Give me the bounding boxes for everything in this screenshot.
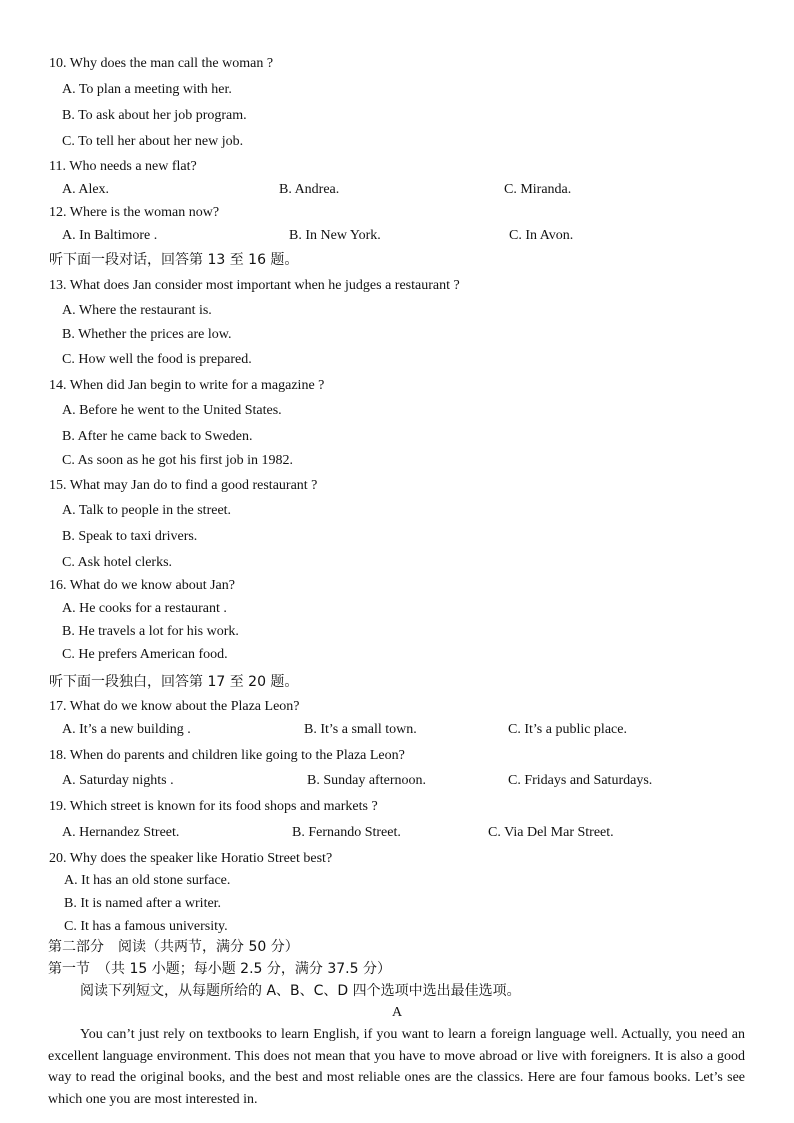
question-16: 16. What do we know about Jan? — [49, 578, 235, 593]
part2-title: 第二部分 阅读（共两节，满分 50 分） — [48, 939, 299, 955]
option-12b: B. In New York. — [289, 228, 381, 243]
section1-title: 第一节 （共 15 小题；每小题 2.5 分，满分 37.5 分） — [48, 961, 391, 977]
option-20b: B. It is named after a writer. — [64, 896, 222, 911]
option-15a: A. Talk to people in the street. — [62, 503, 232, 518]
option-18a: A. Saturday nights . — [62, 773, 174, 788]
option-19c: C. Via Del Mar Street. — [488, 825, 614, 840]
option-20a: A. It has an old stone surface. — [64, 873, 231, 888]
option-14b: B. After he came back to Sweden. — [62, 429, 253, 444]
option-20c: C. It has a famous university. — [64, 919, 228, 934]
question-14: 14. When did Jan begin to write for a magazine ? — [49, 378, 325, 393]
option-10c: C. To tell her about her new job. — [62, 134, 244, 149]
question-13: 13. What does Jan consider most important when he judges a restaurant ? — [49, 278, 460, 293]
option-15c: C. Ask hotel clerks. — [62, 555, 173, 570]
option-19a: A. Hernandez Street. — [62, 825, 180, 840]
option-18b: B. Sunday afternoon. — [307, 773, 426, 788]
option-11a: A. Alex. — [62, 182, 110, 197]
option-19b: B. Fernando Street. — [292, 825, 401, 840]
option-10b: B. To ask about her job program. — [62, 108, 247, 123]
option-10a: A. To plan a meeting with her. — [62, 82, 232, 97]
option-12c: C. In Avon. — [509, 228, 574, 243]
option-17a: A. It’s a new building . — [62, 722, 191, 737]
instruction-monologue: 听下面一段独白，回答第 17 至 20 题。 — [49, 674, 299, 690]
option-16c: C. He prefers American food. — [62, 647, 228, 662]
option-17b: B. It’s a small town. — [304, 722, 417, 737]
option-13a: A. Where the restaurant is. — [62, 303, 212, 318]
option-16a: A. He cooks for a restaurant . — [62, 601, 227, 616]
option-14a: A. Before he went to the United States. — [62, 403, 282, 418]
question-15: 15. What may Jan do to find a good restaurant ? — [49, 478, 318, 493]
option-16b: B. He travels a lot for his work. — [62, 624, 239, 639]
passage-text: You can’t just rely on textbooks to learn English, if you want to learn a foreign language well. Actually, you need an excellent language environment. This does not mean that you have to move abroad or live with foreigners. It is also a good way to read the original books, and the best and most reliable ones are the classics. Here are four famous books. Let’s see which one you are most interested in. — [48, 1027, 745, 1107]
option-11c: C. Miranda. — [504, 182, 572, 197]
question-10: 10. Why does the man call the woman ? — [49, 56, 274, 71]
question-11: 11. Who needs a new flat? — [49, 159, 197, 174]
option-13b: B. Whether the prices are low. — [62, 327, 232, 342]
question-17: 17. What do we know about the Plaza Leon? — [49, 699, 300, 714]
question-20: 20. Why does the speaker like Horatio Street best? — [49, 851, 333, 866]
option-13c: C. How well the food is prepared. — [62, 352, 252, 367]
option-18c: C. Fridays and Saturdays. — [508, 773, 653, 788]
option-17c: C. It’s a public place. — [508, 722, 627, 737]
option-11b: B. Andrea. — [279, 182, 340, 197]
directions: 阅读下列短文，从每题所给的 A、B、C、D 四个选项中选出最佳选项。 — [80, 983, 521, 999]
option-15b: B. Speak to taxi drivers. — [62, 529, 198, 544]
option-12a: A. In Baltimore . — [62, 228, 158, 243]
instruction-dialog: 听下面一段对话，回答第 13 至 16 题。 — [49, 252, 299, 268]
question-12: 12. Where is the woman now? — [49, 205, 220, 220]
option-14c: C. As soon as he got his first job in 1982. — [62, 453, 294, 468]
question-18: 18. When do parents and children like going to the Plaza Leon? — [49, 748, 405, 763]
passage-label: A — [391, 1005, 403, 1020]
question-19: 19. Which street is known for its food shops and markets ? — [49, 799, 378, 814]
